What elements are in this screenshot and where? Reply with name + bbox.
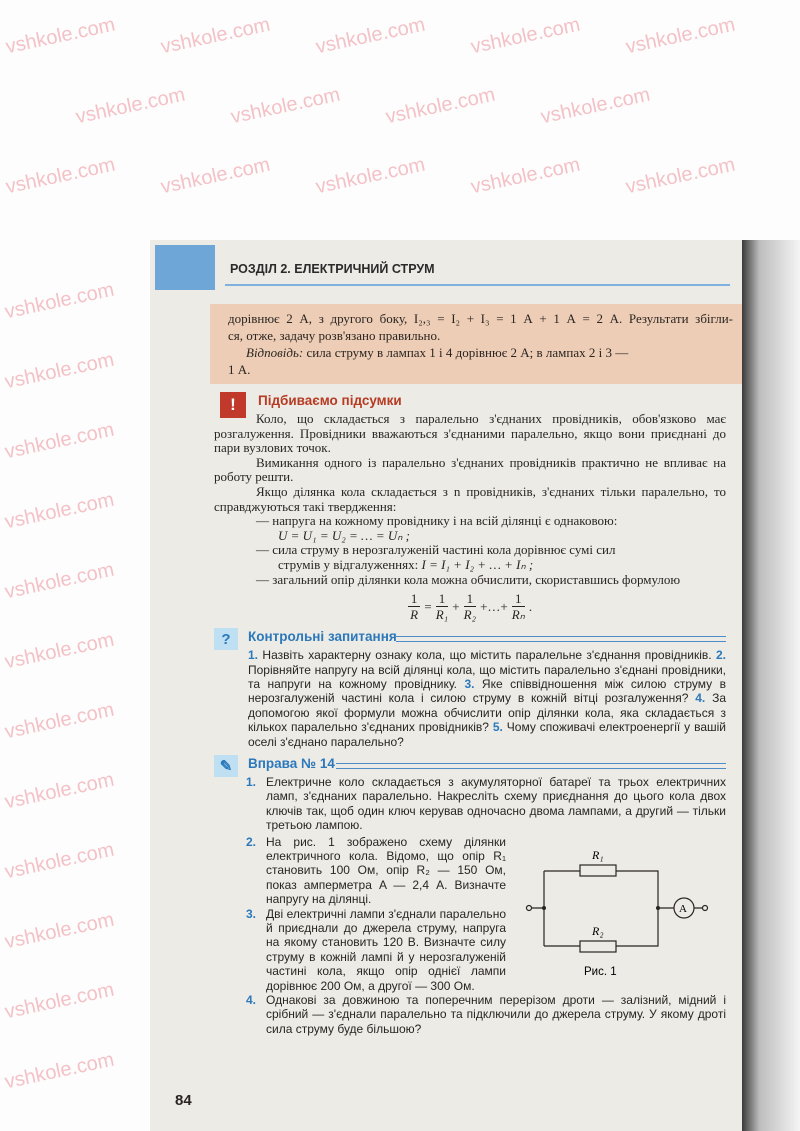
chapter-header: РОЗДІЛ 2. ЕЛЕКТРИЧНИЙ СТРУМ — [230, 262, 435, 276]
page-number: 84 — [175, 1092, 192, 1109]
watermark: vshkole.com — [2, 418, 117, 464]
den-rn: Rₙ — [511, 607, 525, 623]
den-r: R — [410, 607, 419, 623]
watermark: vshkole.com — [2, 558, 117, 604]
den-r1: R₁ — [435, 607, 449, 623]
watermark: vshkole.com — [468, 153, 583, 199]
watermark: vshkole.com — [158, 13, 273, 59]
exercise-text: Електричне коло складається з акумуляторної батареї та трьох електричних ламп, з'єднаних паралельно. Накресліть схему приєднання до цього кола двох ключів так, щоб один ключ керував одночасно двома лампами, а другий — тільки третьою лампою. — [266, 774, 726, 833]
watermark: vshkole.com — [2, 278, 117, 324]
questions-header — [214, 628, 726, 648]
exercise-number: 3. — [246, 906, 257, 921]
answer-line — [228, 344, 733, 361]
eq: = — [424, 598, 432, 614]
exercise-item-1 — [246, 775, 726, 833]
watermark: vshkole.com — [2, 488, 117, 534]
bullet-resistance: — загальний опір ділянки кола можна обчислити, скориставшись формулою — [256, 571, 681, 587]
exercise-item-2 — [246, 835, 506, 907]
question-text: Назвіть характерну ознаку кола, що містить паралельне з'єднання провідників. — [258, 648, 716, 663]
questions-title: Контрольні запитання — [248, 629, 397, 645]
watermark: vshkole.com — [2, 1048, 117, 1094]
answer-text: сила струму в лампах 1 і 4 дорівнює 2 А; в лампах 2 і 3 — — [303, 345, 629, 360]
watermark: vshkole.com — [73, 83, 188, 129]
resistor-r1 — [580, 865, 616, 876]
watermark: vshkole.com — [313, 153, 428, 199]
figure-caption: Рис. 1 — [584, 965, 617, 978]
parallel-resistance-formula — [214, 591, 726, 622]
question-icon: ? — [214, 628, 238, 650]
bullet-current: — сила струму в нерозгалуженій частині кола дорівнює сумі сил — [256, 542, 616, 558]
r1-label: R₁ — [592, 847, 604, 862]
watermark: vshkole.com — [538, 83, 653, 129]
r2-label: R₂ — [592, 923, 604, 938]
question-number: 3. — [464, 676, 475, 691]
solution-line-2: ся, отже, задачу розв'язано правильно. — [228, 328, 441, 343]
solution-line-1: дорівнює 2 А, з другого боку, I₂,₃ = I₂ + I₃ = 1 А + 1 А = 2 А. Результати збігли- — [228, 311, 733, 326]
exercise-header — [214, 755, 726, 775]
watermark: vshkole.com — [623, 13, 738, 59]
exercise-number: 4. — [246, 993, 257, 1008]
watermark: vshkole.com — [3, 153, 118, 199]
header-divider — [225, 284, 730, 286]
exercise-items-2-3 — [214, 835, 506, 993]
exercise-number: 2. — [246, 834, 257, 849]
exercise-item-4 — [246, 993, 726, 1036]
bullet-voltage: — напруга на кожному провіднику і на всій ділянці є однаковою: — [256, 513, 618, 529]
num: 1 — [512, 591, 525, 607]
num: 1 — [464, 591, 477, 607]
question-text: Яке співвідношення між силою струму в нерозгалуженій частині кола і силою струму в кожній вітці розгалуження? — [248, 676, 727, 706]
answer-end: 1 А. — [228, 362, 251, 377]
exercise-item-3 — [246, 907, 506, 993]
plus: + — [452, 598, 460, 614]
watermark: vshkole.com — [2, 978, 117, 1024]
question-text: За допомогою якої формули можна обчислити опір ділянки кола, яка складається з кількох паралельно з'єднаних провідників? — [248, 691, 726, 735]
questions-list — [248, 648, 726, 749]
exercise-text: На рис. 1 зображено схему ділянки електричного кола. Відомо, що опір R₁ становить 100 Ом, опір R₂ — 150 Ом, показ амперметра A — 2,4 А. Визначте напругу на ділянці. — [266, 834, 506, 907]
watermark: vshkole.com — [623, 153, 738, 199]
watermark: vshkole.com — [228, 83, 343, 129]
question-number: 5. — [492, 720, 503, 735]
watermark: vshkole.com — [158, 153, 273, 199]
main-column — [214, 392, 726, 1036]
watermark: vshkole.com — [383, 83, 498, 129]
exercise-text: Дві електричні лампи з'єднали паралельно й приєднали до джерела струму, напруга на якому становить 120 В. Визначте силу струму в кожній лампі й у нерозгалуженій частині кола, якщо опір однієї лампи дорівнює 200 Ом, а другої — 300 Ом. — [266, 906, 506, 993]
exercise-figure-row — [214, 835, 726, 993]
watermark: vshkole.com — [468, 13, 583, 59]
question-text: Порівняйте напругу на всій ділянці кола, що містить паралельно з'єднані провідники, та напруги на кожному провіднику. — [248, 662, 726, 691]
summary-p3: Якщо ділянка кола складається з n провідників, з'єднаних тільки паралельно, то справджуються такі твердження: — [214, 483, 726, 514]
watermark: vshkole.com — [3, 13, 118, 59]
questions-rule — [396, 636, 726, 642]
plus-dots: +…+ — [480, 598, 508, 614]
period: . — [528, 598, 533, 614]
question-text: Чому споживачі електроенергії у вашій оселі з'єднано паралельно? — [248, 720, 727, 749]
exercise-rule — [336, 763, 726, 769]
page-binding-edge — [742, 240, 800, 1131]
exercise-text: Однакові за довжиною та поперечним перерізом дроти — залізний, мідний і срібний — з'єднали паралельно та підключили до джерела струму. У якому дроті сила струму буде більшою? — [266, 993, 726, 1036]
num: 1 — [408, 591, 421, 607]
exercise-title: Вправа № 14 — [248, 755, 335, 771]
current-formula: I = I₁ + I₂ + … + Iₙ ; — [421, 556, 534, 572]
watermark: vshkole.com — [2, 698, 117, 744]
watermark: vshkole.com — [2, 348, 117, 394]
circuit-diagram — [522, 841, 722, 981]
exercise-number: 1. — [246, 774, 257, 789]
exclamation-icon: ! — [220, 392, 246, 418]
question-number: 1. — [248, 648, 259, 663]
watermark: vshkole.com — [2, 838, 117, 884]
answer-label: Відповідь: — [246, 345, 304, 360]
summary-p2: Вимикання одного із паралельно з'єднаних провідників практично не впливає на роботу решти. — [214, 454, 726, 485]
question-number: 2. — [715, 648, 726, 663]
voltage-formula: U = U₁ = U₂ = … = Uₙ ; — [278, 527, 410, 543]
watermark: vshkole.com — [2, 908, 117, 954]
watermark: vshkole.com — [2, 628, 117, 674]
watermark: vshkole.com — [2, 768, 117, 814]
summary-header — [214, 392, 726, 412]
den-r2: R₂ — [463, 607, 477, 623]
pencil-icon: ✎ — [214, 755, 238, 777]
summary-title: Підбиваємо підсумки — [258, 393, 402, 408]
chapter-tab — [155, 245, 215, 290]
resistor-r2 — [580, 941, 616, 952]
question-number: 4. — [695, 691, 706, 706]
bullet-current-cont — [214, 558, 726, 573]
solution-box — [210, 304, 742, 384]
watermark: vshkole.com — [313, 13, 428, 59]
num: 1 — [436, 591, 449, 607]
current-cont-text: струмів у відгалуженнях: — [278, 556, 419, 572]
summary-p1: Коло, що складається з паралельно з'єднаних провідників, обов'язково має розгалуження. Провідники вважаються з'єднаними паралельно, якщо вони приєднані до пари вузлових точок. — [214, 411, 726, 456]
ammeter-label: A — [679, 902, 687, 915]
